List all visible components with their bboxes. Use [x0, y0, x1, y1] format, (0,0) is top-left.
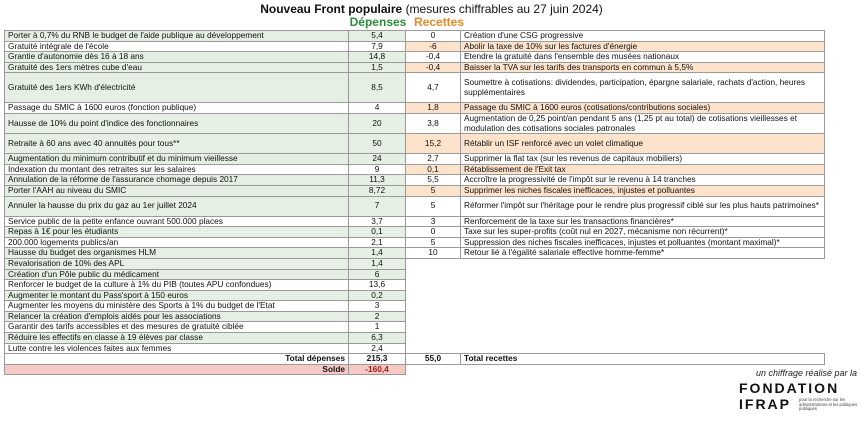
depense-label: Service public de la petite enfance ouvrant 500.000 places — [5, 216, 349, 227]
recette-value: -0,4 — [406, 52, 461, 63]
table-row — [5, 258, 825, 269]
depense-value: 1,5 — [349, 62, 406, 73]
empty-cell — [461, 333, 825, 344]
table-row — [5, 227, 825, 238]
depense-value: 2 — [349, 311, 406, 322]
table-row — [5, 41, 825, 52]
depense-label: Gratuité des 1ers KWh d'électricité — [5, 73, 349, 103]
empty-cell — [461, 343, 825, 354]
empty-cell — [406, 301, 461, 312]
recette-label: Rétablir un ISF renforcé avec un volet climatique — [461, 134, 825, 154]
depense-label: Annulation de la réforme de l'assurance chomage depuis 2017 — [5, 175, 349, 186]
recette-value: 5 — [406, 196, 461, 216]
recette-value: 15,2 — [406, 134, 461, 154]
depense-label: Réduire les effectifs en classe à 19 élèves par classe — [5, 333, 349, 344]
credit-text: un chiffrage réalisé par la — [755, 368, 857, 378]
logo-tagline: pour la recherche sur les administrations et les politiques publiques — [799, 397, 858, 412]
table-row — [5, 52, 825, 63]
recette-value: 5,5 — [406, 175, 461, 186]
recette-value: 1,8 — [406, 103, 461, 114]
total-recettes-label: Total recettes — [461, 354, 825, 365]
empty-cell — [461, 258, 825, 269]
table-row — [5, 301, 825, 312]
depense-label: Repas à 1€ pour les étudiants — [5, 227, 349, 238]
depense-value: 9 — [349, 164, 406, 175]
table-row — [5, 196, 825, 216]
recette-label: Renforcement de la taxe sur les transactions financières* — [461, 216, 825, 227]
recette-label: Rétablissement de l'Exit tax — [461, 164, 825, 175]
recette-label: Augmentation de 0,25 point/an pendant 5 ans (1,25 pt au total) de cotisations vieillesses et modulation des cotisations sociales patronales — [461, 113, 825, 133]
depense-value: 8,72 — [349, 185, 406, 196]
table-row — [5, 62, 825, 73]
recette-label: Création d'une CSG progressive — [461, 31, 825, 42]
table-row — [5, 290, 825, 301]
empty-cell — [461, 269, 825, 280]
recette-value: 3 — [406, 216, 461, 227]
depense-value: 4 — [349, 103, 406, 114]
depense-label: Hausse de 10% du point d'indice des fonctionnaires — [5, 113, 349, 133]
table-row — [5, 134, 825, 154]
empty-cell — [461, 311, 825, 322]
solde-row — [5, 364, 825, 375]
depense-value: 1,4 — [349, 248, 406, 259]
depense-label: Gratuité des 1ers mètres cube d'eau — [5, 62, 349, 73]
depense-label: Augmenter le montant du Pass'sport à 150 euros — [5, 290, 349, 301]
table-row — [5, 248, 825, 259]
recette-label: Accroître la progressivité de l'impôt sur le revenu à 14 tranches — [461, 175, 825, 186]
empty-cell — [406, 343, 461, 354]
depense-value: 20 — [349, 113, 406, 133]
depense-value: 14,8 — [349, 52, 406, 63]
empty-cell — [406, 290, 461, 301]
recette-value: 10 — [406, 248, 461, 259]
empty-cell — [406, 333, 461, 344]
recette-label: Baisser la TVA sur les tarifs des transports en commun à 5,5% — [461, 62, 825, 73]
empty-cell — [406, 258, 461, 269]
depense-label: Grantie d'autonomie dès 16 à 18 ans — [5, 52, 349, 63]
recette-value: 5 — [406, 185, 461, 196]
depense-label: Augmenter les moyens du ministère des Sports à 1% du budget de l'Etat — [5, 301, 349, 312]
solde-value: -160,4 — [349, 364, 406, 375]
empty-cell — [406, 269, 461, 280]
empty-cell — [406, 364, 461, 375]
recette-value: 0,1 — [406, 164, 461, 175]
depense-value: 5,4 — [349, 31, 406, 42]
table-row — [5, 175, 825, 186]
depense-value: 11,3 — [349, 175, 406, 186]
depense-value: 6,3 — [349, 333, 406, 344]
logo-line2: IFRAP — [739, 396, 791, 412]
depense-value: 2,1 — [349, 237, 406, 248]
title-main: Nouveau Front populaire — [260, 2, 403, 16]
recette-value: -6 — [406, 41, 461, 52]
depense-value: 2,4 — [349, 343, 406, 354]
recette-label: Taxe sur les super-profits (coût nul en 2027, mécanisme non récurrent)* — [461, 227, 825, 238]
table-row — [5, 164, 825, 175]
depense-value: 0,1 — [349, 227, 406, 238]
recette-label: Abolir la taxe de 10% sur les factures d'énergie — [461, 41, 825, 52]
recette-label: Supprimer la flat tax (sur les revenus de capitaux mobiliers) — [461, 154, 825, 165]
depense-value: 13,6 — [349, 280, 406, 291]
table-row — [5, 103, 825, 114]
recette-label: Suppression des niches fiscales inefficaces, injustes et polluantes (montant maximal)* — [461, 237, 825, 248]
depense-label: Annuler la hausse du prix du gaz au 1er juillet 2024 — [5, 196, 349, 216]
table-row — [5, 154, 825, 165]
depense-label: Retraite à 60 ans avec 40 annuités pour tous** — [5, 134, 349, 154]
empty-cell — [461, 290, 825, 301]
table-row — [5, 269, 825, 280]
solde-label: Solde — [5, 364, 349, 375]
depense-value: 50 — [349, 134, 406, 154]
total-recettes-value: 55,0 — [406, 354, 461, 365]
recette-value: 4,7 — [406, 73, 461, 103]
depense-value: 3,7 — [349, 216, 406, 227]
table-row — [5, 31, 825, 42]
total-depenses-label: Total dépenses — [5, 354, 349, 365]
recette-label: Réformer l'impôt sur l'héritage pour le rendre plus progressif ciblé sur les plus hauts patrimoines* — [461, 196, 825, 216]
total-depenses-value: 215,3 — [349, 354, 406, 365]
table-row — [5, 322, 825, 333]
recette-value: 2,7 — [406, 154, 461, 165]
empty-cell — [406, 322, 461, 333]
table-row — [5, 185, 825, 196]
table-row — [5, 237, 825, 248]
measures-table — [4, 30, 825, 375]
table-row — [5, 113, 825, 133]
recette-label: Soumettre à cotisations: dividendes, participation, épargne salariale, rachats d'action, heures supplémentaires — [461, 73, 825, 103]
recette-value: 3,8 — [406, 113, 461, 133]
depense-value: 1 — [349, 322, 406, 333]
header-depenses: Dépenses — [349, 15, 407, 29]
depense-label: Lutte contre les violences faites aux femmes — [5, 343, 349, 354]
depense-label: Relancer la création d'emplois aidés pour les associations — [5, 311, 349, 322]
table-row — [5, 216, 825, 227]
depense-label: Passage du SMIC à 1600 euros (fonction publique) — [5, 103, 349, 114]
depense-label: 200.000 logements publics/an — [5, 237, 349, 248]
recette-value: 5 — [406, 237, 461, 248]
recette-label: Retour lié à l'égalité salariale effective homme-femme* — [461, 248, 825, 259]
empty-cell — [461, 322, 825, 333]
recette-value: 0 — [406, 227, 461, 238]
depense-value: 7 — [349, 196, 406, 216]
depense-label: Gratuité intégrale de l'école — [5, 41, 349, 52]
logo-line1: FONDATION — [739, 380, 840, 396]
depense-label: Hausse du budget des organismes HLM — [5, 248, 349, 259]
table-row — [5, 343, 825, 354]
header-recettes: Recettes — [414, 15, 465, 29]
empty-cell — [461, 301, 825, 312]
recette-value: 0 — [406, 31, 461, 42]
empty-cell — [461, 280, 825, 291]
table-row — [5, 280, 825, 291]
depense-label: Indexation du montant des retraites sur les salaires — [5, 164, 349, 175]
depense-label: Revalorisation de 10% des APL — [5, 258, 349, 269]
depense-value: 24 — [349, 154, 406, 165]
table-row — [5, 73, 825, 103]
fondation-ifrap-logo — [733, 381, 859, 415]
recette-label: Supprimer les niches fiscales inefficaces, injustes et polluantes — [461, 185, 825, 196]
table-row — [5, 333, 825, 344]
depense-label: Garantir des tarifs accessibles et des mesures de gratuité ciblée — [5, 322, 349, 333]
recette-label: Etendre la gratuité dans l'ensemble des musées nationaux — [461, 52, 825, 63]
depense-value: 3 — [349, 301, 406, 312]
depense-value: 6 — [349, 269, 406, 280]
depense-label: Augmentation du minimum contributif et du minimum vieillesse — [5, 154, 349, 165]
depense-value: 8,5 — [349, 73, 406, 103]
depense-label: Création d'un Pôle public du médicament — [5, 269, 349, 280]
depense-value: 7,9 — [349, 41, 406, 52]
table-row — [5, 311, 825, 322]
recette-value: -0,4 — [406, 62, 461, 73]
page-title — [0, 2, 863, 16]
depense-label: Porter à 0,7% du RNB le budget de l'aide publique au développement — [5, 31, 349, 42]
depense-value: 0,2 — [349, 290, 406, 301]
recette-label: Passage du SMIC à 1600 euros (cotisations/contributions sociales) — [461, 103, 825, 114]
totals-row — [5, 354, 825, 365]
title-sub: (mesures chiffrables au 27 juin 2024) — [405, 2, 603, 16]
depense-value: 1,4 — [349, 258, 406, 269]
empty-cell — [406, 280, 461, 291]
depense-label: Porter l'AAH au niveau du SMIC — [5, 185, 349, 196]
depense-label: Renforcer le budget de la culture à 1% du PIB (toutes APU confondues) — [5, 280, 349, 291]
empty-cell — [406, 311, 461, 322]
